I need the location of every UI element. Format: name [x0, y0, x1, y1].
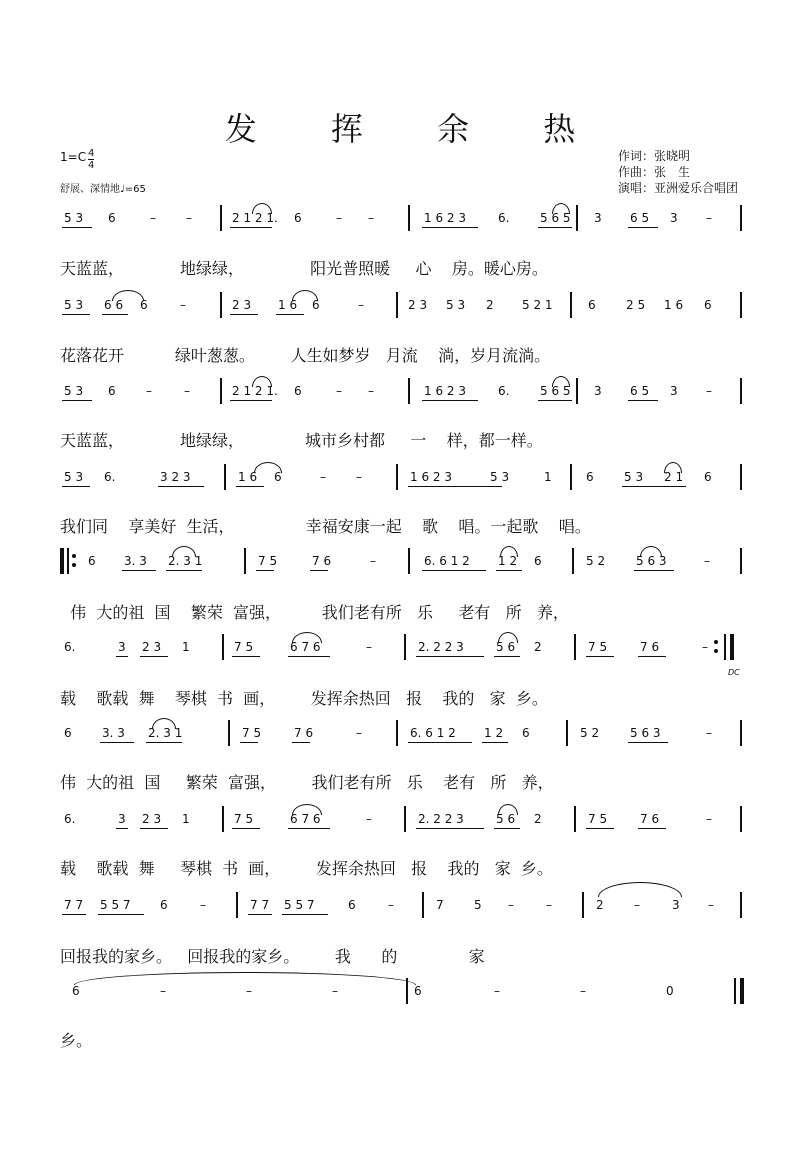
- note: –: [706, 384, 712, 398]
- final-barline-thick: [740, 978, 744, 1004]
- repeat-dots: [72, 554, 76, 572]
- slur: [252, 203, 272, 214]
- note: –: [356, 726, 362, 740]
- slur: [292, 632, 322, 643]
- slur: [598, 882, 682, 897]
- note: 5 5 7: [284, 898, 315, 912]
- note: 6: [312, 298, 320, 312]
- note: –: [494, 984, 500, 998]
- note: 3. 3: [124, 554, 147, 568]
- credits: [618, 148, 738, 196]
- note: 6.: [498, 384, 510, 398]
- note: 1: [182, 812, 190, 826]
- beam: [236, 486, 264, 487]
- barline: [228, 720, 230, 746]
- note: –: [180, 298, 186, 312]
- note: –: [200, 898, 206, 912]
- note: 7: [436, 898, 444, 912]
- beam: [634, 570, 674, 571]
- note: –: [708, 898, 714, 912]
- lyrics-line: 回报我的家乡。 回报我的家乡。 我 的 家: [60, 947, 485, 966]
- lyrics-line: 伟 大的祖 国 繁荣 富强， 我们老有所 乐 老有 所 养，: [60, 603, 569, 622]
- note: –: [184, 384, 190, 398]
- note: –: [368, 384, 374, 398]
- note: 7 5: [258, 554, 278, 568]
- beam: [494, 656, 520, 657]
- note: –: [702, 640, 708, 654]
- note: 6. 6 1 2: [424, 554, 470, 568]
- note: –: [366, 640, 372, 654]
- note: –: [370, 554, 376, 568]
- note: 5 3: [490, 470, 510, 484]
- note: 5 3: [64, 211, 84, 225]
- slur: [640, 546, 662, 557]
- beam: [230, 314, 258, 315]
- note: 5 3: [64, 298, 84, 312]
- beam: [622, 486, 686, 487]
- note: 6: [534, 554, 542, 568]
- note: –: [160, 984, 166, 998]
- note: 5: [474, 898, 482, 912]
- beam: [116, 828, 128, 829]
- lyrics-line: 天蓝蓝， 地绿绿， 阳光普照暖 心 房。暖心房。: [60, 259, 548, 278]
- note: 1 6 2 3: [410, 470, 452, 484]
- barline: [404, 806, 406, 832]
- note: 6: [108, 384, 116, 398]
- note: 7 7: [64, 898, 84, 912]
- barline: [740, 892, 742, 918]
- lyrics-line: 天蓝蓝， 地绿绿， 城市乡村都 一 样，都一样。: [60, 431, 543, 450]
- beam: [408, 742, 472, 743]
- note: 7 5: [588, 812, 608, 826]
- slur: [292, 290, 318, 301]
- barline: [574, 806, 576, 832]
- notation-row: [0, 292, 800, 320]
- note: –: [332, 984, 338, 998]
- notation-row: [0, 806, 800, 834]
- lyrics-line: 载 歌载 舞 琴棋 书 画， 发挥余热回 报 我的 家 乡。: [60, 689, 548, 708]
- barline: [724, 634, 726, 660]
- note: –: [706, 726, 712, 740]
- note: –: [246, 984, 252, 998]
- note: 5 2: [580, 726, 600, 740]
- lyrics-line: 我们同 享美好 生活， 幸福安康一起 歌 唱。一起歌 唱。: [60, 517, 591, 536]
- note: 5 5 7: [100, 898, 131, 912]
- note: 1: [544, 470, 552, 484]
- slur: [498, 804, 518, 815]
- note: 6 5: [630, 211, 650, 225]
- note: 6: [294, 211, 302, 225]
- slur: [252, 376, 272, 387]
- note: 6: [586, 470, 594, 484]
- beam: [538, 227, 572, 228]
- beam: [638, 656, 666, 657]
- note: 1: [182, 640, 190, 654]
- note: 1 2: [484, 726, 504, 740]
- note: 6.: [498, 211, 510, 225]
- time-signature-bottom: 4: [88, 160, 95, 171]
- beam: [628, 400, 658, 401]
- beam: [62, 400, 92, 401]
- note: 3: [670, 211, 678, 225]
- barline: [236, 892, 238, 918]
- note: –: [706, 211, 712, 225]
- beam: [494, 828, 520, 829]
- barline: [396, 720, 398, 746]
- note: 7 6: [640, 812, 660, 826]
- barline: [740, 464, 742, 490]
- note: 5 6: [496, 812, 516, 826]
- notation-row: [0, 892, 800, 920]
- note: 2: [534, 640, 542, 654]
- note: 7 5: [234, 812, 254, 826]
- note: –: [336, 211, 342, 225]
- slur: [500, 546, 518, 557]
- beam: [158, 486, 204, 487]
- note: 2: [596, 898, 604, 912]
- beam: [422, 227, 478, 228]
- beam: [496, 570, 522, 571]
- time-signature: [88, 148, 94, 171]
- beam: [628, 742, 668, 743]
- slur: [552, 203, 570, 214]
- beam: [416, 656, 484, 657]
- repeat-start-barline: [60, 548, 64, 574]
- note: 7 5: [242, 726, 262, 740]
- beam: [408, 486, 502, 487]
- slur: [172, 546, 196, 557]
- note: 6: [588, 298, 596, 312]
- barline: [408, 378, 410, 404]
- note: –: [186, 211, 192, 225]
- barline: [566, 720, 568, 746]
- note: 6: [294, 384, 302, 398]
- notation-row: [0, 378, 800, 406]
- beam: [538, 400, 572, 401]
- barline: [576, 205, 578, 231]
- note: –: [388, 898, 394, 912]
- barline: [244, 548, 246, 574]
- barline: [740, 292, 742, 318]
- dc-mark: DC: [728, 668, 740, 677]
- barline: [574, 634, 576, 660]
- note: –: [580, 984, 586, 998]
- notation-row: [0, 548, 800, 576]
- beam: [628, 227, 658, 228]
- beam: [288, 656, 330, 657]
- barline: [408, 548, 410, 574]
- note: –: [356, 470, 362, 484]
- note: 0: [666, 984, 674, 998]
- note: –: [320, 470, 326, 484]
- note: 5 3: [446, 298, 466, 312]
- barline: [220, 378, 222, 404]
- note: 3: [594, 211, 602, 225]
- barline: [422, 892, 424, 918]
- barline: [740, 205, 742, 231]
- note: 6 6: [104, 298, 124, 312]
- beam: [140, 656, 168, 657]
- note: 3: [118, 812, 126, 826]
- note: 6.: [64, 640, 76, 654]
- note: 1 6 2 3: [424, 384, 466, 398]
- lyrics-line: 乡。: [60, 1031, 93, 1050]
- note: 6: [274, 470, 282, 484]
- note: –: [336, 384, 342, 398]
- key-signature: 1=C: [60, 150, 87, 164]
- barline: [220, 292, 222, 318]
- note: 2 1: [664, 470, 684, 484]
- barline: [570, 464, 572, 490]
- note: 2. 2 2 3: [418, 812, 464, 826]
- note: 2 5: [626, 298, 646, 312]
- barline: [396, 464, 398, 490]
- barline: [582, 892, 584, 918]
- note: 7 5: [234, 640, 254, 654]
- note: 7 6: [640, 640, 660, 654]
- barline: [740, 806, 742, 832]
- lyrics-line: 伟 大的祖 国 繁荣 富强， 我们老有所 乐 老有 所 养，: [60, 773, 554, 792]
- note: –: [366, 812, 372, 826]
- note: 3. 3: [102, 726, 125, 740]
- beam: [240, 742, 258, 743]
- barline: [570, 292, 572, 318]
- note: 6: [522, 726, 530, 740]
- note: 6: [414, 984, 422, 998]
- beam: [422, 570, 486, 571]
- beam: [482, 742, 508, 743]
- barline: [408, 205, 410, 231]
- note: 7 5: [588, 640, 608, 654]
- beam: [416, 828, 484, 829]
- beam: [62, 314, 90, 315]
- note: 5 2 1: [522, 298, 553, 312]
- beam: [292, 742, 310, 743]
- note: 1 6 2 3: [424, 211, 466, 225]
- barline: [222, 806, 224, 832]
- beam: [230, 400, 272, 401]
- note: 6: [108, 211, 116, 225]
- barline: [740, 378, 742, 404]
- note: 2 3: [408, 298, 428, 312]
- beam: [146, 742, 182, 743]
- slur: [254, 462, 282, 473]
- beam: [256, 570, 274, 571]
- beam: [122, 570, 156, 571]
- note: 3: [594, 384, 602, 398]
- note: 2. 2 2 3: [418, 640, 464, 654]
- beam: [586, 656, 614, 657]
- beam: [422, 400, 478, 401]
- beam: [98, 914, 144, 915]
- beam: [166, 570, 202, 571]
- note: 2 3: [142, 640, 162, 654]
- beam: [276, 314, 304, 315]
- barline: [740, 548, 742, 574]
- note: –: [146, 384, 152, 398]
- barline: [220, 205, 222, 231]
- note: 5 6 5: [540, 211, 571, 225]
- note: 6: [160, 898, 168, 912]
- beam: [140, 828, 168, 829]
- beam: [232, 828, 260, 829]
- notation-row: [0, 634, 800, 662]
- note: 6: [140, 298, 148, 312]
- slur: [112, 290, 144, 301]
- note: 6: [72, 984, 80, 998]
- note: 7 6: [312, 554, 332, 568]
- note: 5 6: [496, 640, 516, 654]
- note: 5 2: [586, 554, 606, 568]
- beam: [282, 914, 328, 915]
- note: 2 1 2 1.: [232, 384, 278, 398]
- tempo-marking: 舒展、深情地♩=65: [60, 184, 146, 195]
- note: 6: [64, 726, 72, 740]
- note: 2: [486, 298, 494, 312]
- barline: [572, 548, 574, 574]
- note: 5 3: [64, 470, 84, 484]
- composer: 作曲：张 生: [618, 165, 691, 179]
- note: 2 3: [232, 298, 252, 312]
- beam: [586, 828, 614, 829]
- note: 7 7: [250, 898, 270, 912]
- note: 2: [534, 812, 542, 826]
- note: 6 7 6: [290, 812, 321, 826]
- note: 3 2 3: [160, 470, 191, 484]
- note: 7 6: [294, 726, 314, 740]
- beam: [310, 570, 328, 571]
- note: –: [358, 298, 364, 312]
- note: –: [368, 211, 374, 225]
- note: 6: [704, 470, 712, 484]
- note: 2 3: [142, 812, 162, 826]
- note: 6.: [104, 470, 116, 484]
- barline: [396, 292, 398, 318]
- note: 6: [88, 554, 96, 568]
- note: 6 7 6: [290, 640, 321, 654]
- note: 6.: [64, 812, 76, 826]
- note: 1 6: [238, 470, 258, 484]
- slur: [152, 718, 176, 729]
- note: 5 6 3: [630, 726, 661, 740]
- beam: [638, 828, 666, 829]
- beam: [288, 828, 330, 829]
- note: 6 5: [630, 384, 650, 398]
- note: –: [634, 898, 640, 912]
- note: 1 2: [498, 554, 518, 568]
- beam: [102, 314, 128, 315]
- beam: [62, 486, 90, 487]
- note: 5 3: [64, 384, 84, 398]
- slur: [552, 376, 570, 387]
- note: 6: [348, 898, 356, 912]
- barline: [224, 464, 226, 490]
- notation-row: [0, 464, 800, 492]
- note: 1 6: [278, 298, 298, 312]
- slur: [498, 632, 518, 643]
- beam: [232, 656, 260, 657]
- time-signature-top: 4: [88, 148, 95, 159]
- beam: [248, 914, 272, 915]
- notation-row: [0, 720, 800, 748]
- beam: [62, 914, 86, 915]
- barline: [576, 378, 578, 404]
- note: 5 6 3: [636, 554, 667, 568]
- repeat-dots: [714, 640, 718, 658]
- beam: [62, 227, 92, 228]
- slur: [664, 462, 682, 473]
- note: 5 3: [624, 470, 644, 484]
- lyricist: 作词：张晓明: [618, 149, 691, 163]
- beam: [230, 227, 272, 228]
- note: 5 6 5: [540, 384, 571, 398]
- note: –: [706, 812, 712, 826]
- barline: [67, 548, 69, 574]
- note: 3: [670, 384, 678, 398]
- lyrics-line: 花落花开 绿叶葱葱。 人生如梦岁 月流 淌，岁月流淌。: [60, 346, 551, 365]
- note: 2. 3 1: [168, 554, 203, 568]
- note: –: [508, 898, 514, 912]
- note: 1 6: [664, 298, 684, 312]
- barline: [222, 634, 224, 660]
- barline: [404, 634, 406, 660]
- slur: [292, 804, 322, 815]
- note: 3: [118, 640, 126, 654]
- note: 6. 6 1 2: [410, 726, 456, 740]
- repeat-end-barline: [730, 634, 734, 660]
- performer: 演唱：亚洲爱乐合唱团: [618, 181, 739, 195]
- note: –: [704, 554, 710, 568]
- barline: [740, 720, 742, 746]
- final-barline: [734, 978, 736, 1004]
- note: 3: [672, 898, 680, 912]
- note: –: [546, 898, 552, 912]
- lyrics-line: 载 歌载 舞 琴棋 书 画， 发挥余热回 报 我的 家 乡。: [60, 859, 553, 878]
- note: 2. 3 1: [148, 726, 183, 740]
- beam: [116, 656, 128, 657]
- note: 6: [704, 298, 712, 312]
- song-title: 发 挥 余 热: [224, 110, 608, 148]
- notation-row: [0, 978, 800, 1006]
- note: –: [150, 211, 156, 225]
- notation-row: [0, 205, 800, 233]
- beam: [100, 742, 134, 743]
- slur: [74, 972, 416, 985]
- note: 2 1 2 1.: [232, 211, 278, 225]
